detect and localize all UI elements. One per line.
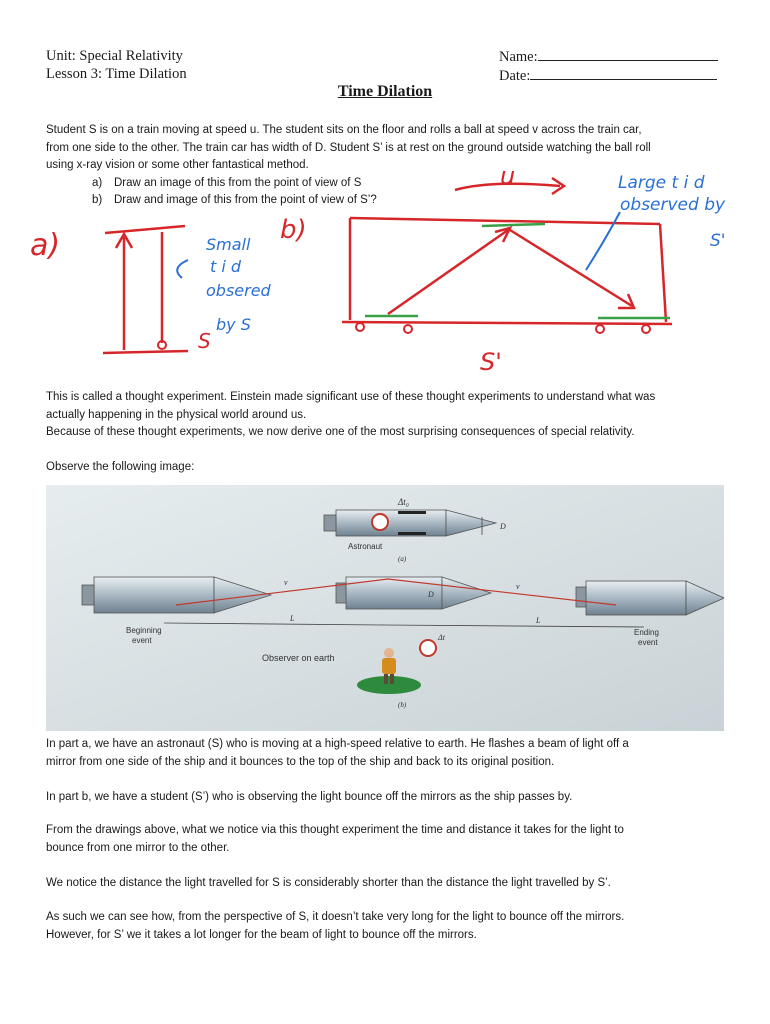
note-small-line: obsered xyxy=(206,281,271,300)
intro-line: from one side to the other. The train car has width of D. Student S’ is at rest on the ground outside watching the ball roll xyxy=(46,141,651,154)
lesson-label: Lesson 3: Time Dilation xyxy=(46,66,187,82)
note-small-line: t i d xyxy=(210,257,242,276)
task-text: Draw and image of this from the point of view of S’? xyxy=(114,194,377,206)
wheel-icon xyxy=(596,325,604,333)
part-a-label: (a) xyxy=(398,555,407,563)
car-right xyxy=(660,224,666,322)
date-label: Date: xyxy=(499,68,531,84)
drawings-paragraph xyxy=(46,822,726,857)
observe-prompt: Observe the following image: xyxy=(46,461,195,473)
name-line xyxy=(499,47,718,66)
date-field[interactable] xyxy=(530,66,717,80)
thought-line: Because of these thought experiments, we now derive one of the most surprising consequences of special relativity. xyxy=(46,426,635,438)
l-label-right: L xyxy=(536,616,541,625)
pointer-bracket xyxy=(177,260,188,278)
label-b: b) xyxy=(280,215,307,245)
d-label-top: D xyxy=(500,522,506,531)
light-path-down xyxy=(510,230,632,306)
name-field[interactable] xyxy=(538,47,718,61)
header-unit-lesson xyxy=(46,47,187,83)
drawings-line: bounce from one mirror to the other. xyxy=(46,841,230,854)
label-s-prime: S' xyxy=(480,348,502,376)
conclusion-line: However, for S’ we it takes a lot longer for the beam of light to bounce off the mirrors. xyxy=(46,928,477,941)
v-label-right: v xyxy=(516,582,520,591)
unit-label: Unit: Special Relativity xyxy=(46,48,183,64)
textbook-figure xyxy=(46,485,724,731)
thought-paragraph xyxy=(46,389,726,442)
part-a-line: mirror from one side of the ship and it bounces to the top of the ship and back to its original position. xyxy=(46,755,555,768)
pointer-line xyxy=(586,212,620,270)
v-label-left: v xyxy=(284,578,288,587)
delta-t0-label: Δt₀ xyxy=(398,497,409,507)
wheel-icon xyxy=(642,325,650,333)
note-large-line: observed by xyxy=(620,195,726,215)
car-floor xyxy=(342,322,672,324)
task-text: Draw an image of this from the point of view of S xyxy=(114,177,362,189)
intro-line: using x-ray vision or some other fantastical method. xyxy=(46,159,309,171)
ground-patch xyxy=(357,676,421,694)
wheel-icon xyxy=(356,323,364,331)
distance-paragraph: We notice the distance the light travelled for S is considerably shorter than the distance the light travelled by S’. xyxy=(46,877,611,889)
thought-line: actually happening in the physical world around us. xyxy=(46,408,307,421)
beginning-event-label: event xyxy=(132,636,152,645)
part-a-line: In part a, we have an astronaut (S) who is moving at a high-speed relative to earth. He flashes a beam of light off a xyxy=(46,738,629,750)
ending-event-label: event xyxy=(638,638,658,647)
beginning-label: Beginning xyxy=(126,626,162,635)
label-s: S xyxy=(198,329,211,353)
name-label: Name: xyxy=(499,49,538,65)
mirror-bottom-a xyxy=(103,351,188,353)
astronaut-label: Astronaut xyxy=(348,542,383,551)
note-large-line: S' xyxy=(710,231,726,251)
label-u: u xyxy=(500,162,516,190)
mirror-top-a xyxy=(105,226,185,233)
handwritten-sketch xyxy=(20,160,770,380)
task-marker: a) xyxy=(92,177,103,189)
d-label-bottom: D xyxy=(428,590,434,599)
note-small-line: by S xyxy=(216,315,251,334)
label-a: a) xyxy=(30,228,61,263)
header-name-date xyxy=(499,47,718,85)
l-label-left: L xyxy=(290,614,295,623)
conclusion-paragraph xyxy=(46,909,726,944)
clock-icon xyxy=(372,514,388,530)
wheel-icon xyxy=(404,325,412,333)
light-path-up xyxy=(388,230,508,314)
delta-t-label: Δt xyxy=(438,633,445,642)
task-marker: b) xyxy=(92,194,103,206)
observer-label: Observer on earth xyxy=(262,653,335,663)
note-large-line: Large t i d xyxy=(618,173,705,193)
ending-label: Ending xyxy=(634,628,659,637)
part-b-paragraph: In part b, we have a student (S’) who is observing the light bounce off the mirrors as the ship passes by. xyxy=(46,791,573,803)
drawings-line: From the drawings above, what we notice via this thought experiment the time and distance it takes for the light to xyxy=(46,824,624,836)
note-small-line: Small xyxy=(206,235,251,254)
mirror-top-b xyxy=(482,224,545,226)
thought-line: This is called a thought experiment. Einstein made significant use of these thought experiments to understand what was xyxy=(46,391,656,403)
part-b-label: (b) xyxy=(398,701,407,709)
page-title: Time Dilation xyxy=(337,83,433,100)
intro-line: Student S is on a train moving at speed u. The student sits on the floor and rolls a ball at speed v across the train car, xyxy=(46,124,642,136)
part-a-paragraph xyxy=(46,736,726,771)
clock-icon xyxy=(420,640,436,656)
conclusion-line: As such we can see how, from the perspective of S, it doesn’t take very long for the light to bounce off the mirrors. xyxy=(46,911,625,923)
